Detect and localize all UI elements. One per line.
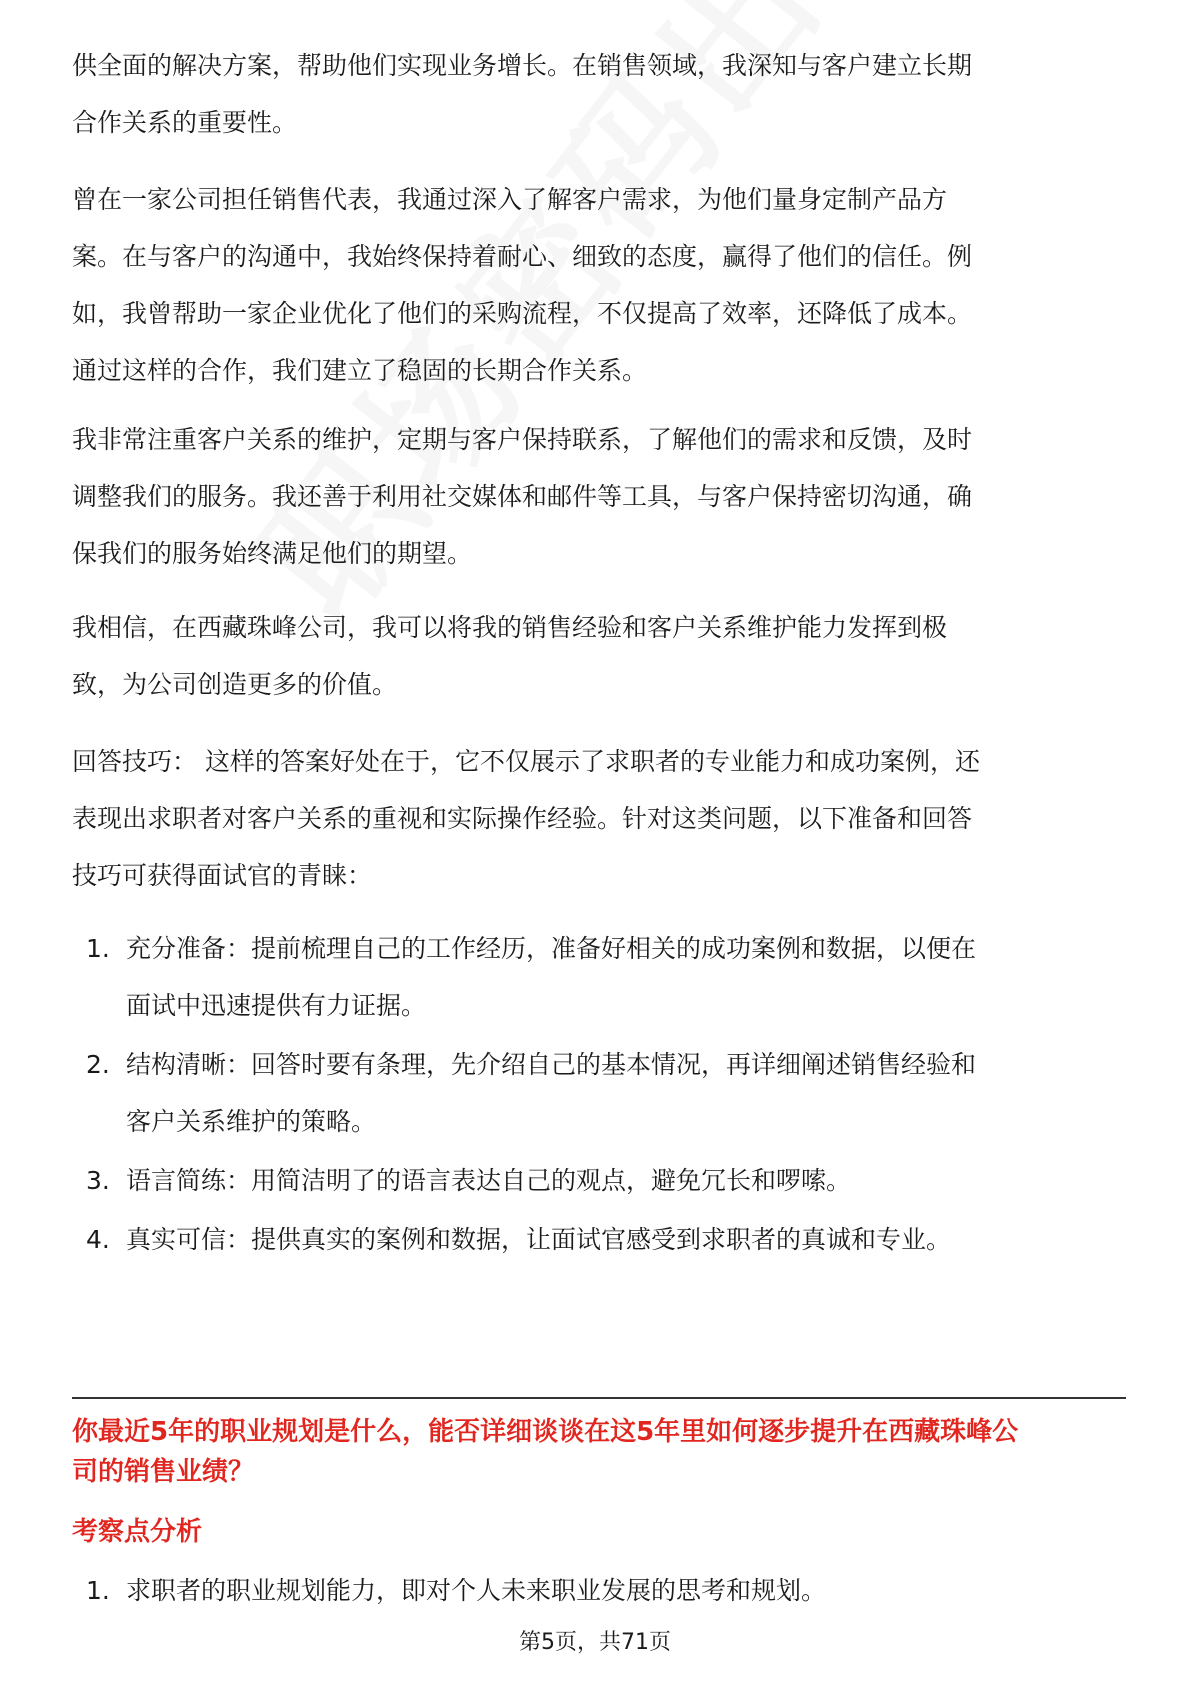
text-line: 如，我曾帮助一家企业优化了他们的采购流程，不仅提高了效率，还降低了成本。 bbox=[72, 299, 973, 328]
interview-question bbox=[72, 1412, 1132, 1492]
list-number: 3. bbox=[86, 1166, 110, 1195]
list-item bbox=[72, 1211, 1132, 1268]
paragraph-sales-rep bbox=[72, 171, 1132, 399]
text-line: 我非常注重客户关系的维护，定期与客户保持联系，了解他们的需求和反馈，及时 bbox=[72, 425, 973, 454]
list-item bbox=[72, 920, 1132, 1034]
text-line: 保我们的服务始终满足他们的期望。 bbox=[72, 539, 473, 568]
text-line: 客户关系维护的策略。 bbox=[126, 1107, 377, 1136]
text-line: 致，为公司创造更多的价值。 bbox=[72, 670, 398, 699]
text-line: 调整我们的服务。我还善于利用社交媒体和邮件等工具，与客户保持密切沟通，确 bbox=[72, 482, 973, 511]
list-item bbox=[72, 1152, 1132, 1209]
text-line: 供全面的解决方案，帮助他们实现业务增长。在销售领域，我深知与客户建立长期 bbox=[72, 51, 973, 80]
text-line: 通过这样的合作，我们建立了稳固的长期合作关系。 bbox=[72, 356, 648, 385]
text-line: 案。在与客户的沟通中，我始终保持着耐心、细致的态度，赢得了他们的信任。例 bbox=[72, 242, 973, 271]
paragraph-belief bbox=[72, 599, 1132, 713]
list-item bbox=[72, 1036, 1132, 1150]
list-number: 2. bbox=[86, 1050, 110, 1079]
text-line: 技巧可获得面试官的青睐： bbox=[72, 861, 373, 890]
text-line: 面试中迅速提供有力证据。 bbox=[126, 991, 427, 1020]
section-divider bbox=[72, 1397, 1126, 1399]
paragraph-customer-relations bbox=[72, 411, 1132, 582]
text-line: 合作关系的重要性。 bbox=[72, 108, 298, 137]
paragraph-solutions bbox=[72, 37, 1132, 151]
list-number: 1. bbox=[86, 934, 110, 963]
list-number: 4. bbox=[86, 1225, 110, 1254]
text-line: 表现出求职者对客户关系的重视和实际操作经验。针对这类问题，以下准备和回答 bbox=[72, 804, 973, 833]
list-number: 1. bbox=[86, 1576, 110, 1605]
text-line: 我相信，在西藏珠峰公司，我可以将我的销售经验和客户关系维护能力发挥到极 bbox=[72, 613, 948, 642]
text-line: 曾在一家公司担任销售代表，我通过深入了解客户需求，为他们量身定制产品方 bbox=[72, 185, 948, 214]
analysis-title: 考察点分析 bbox=[72, 1517, 203, 1547]
list-item bbox=[72, 1562, 1132, 1619]
text-line: 语言简练：用简洁明了的语言表达自己的观点，避免冗长和啰嗦。 bbox=[126, 1166, 852, 1195]
paragraph-answer-tips bbox=[72, 733, 1132, 904]
text-line: 结构清晰：回答时要有条理，先介绍自己的基本情况，再详细阐述销售经验和 bbox=[126, 1050, 977, 1079]
text-line: 求职者的职业规划能力，即对个人未来职业发展的思考和规划。 bbox=[126, 1576, 827, 1605]
text-line: 回答技巧： 这样的答案好处在于，它不仅展示了求职者的专业能力和成功案例，还 bbox=[72, 747, 980, 776]
text-line: 充分准备：提前梳理自己的工作经历，准备好相关的成功案例和数据，以便在 bbox=[126, 934, 977, 963]
page-footer: 第5页，共71页 bbox=[519, 1630, 671, 1655]
question-line: 司的销售业绩？ bbox=[72, 1457, 255, 1487]
analysis-list bbox=[72, 1562, 1132, 1619]
question-line: 你最近5年的职业规划是什么，能否详细谈谈在这5年里如何逐步提升在西藏珠峰公 bbox=[72, 1417, 1019, 1447]
tips-list bbox=[72, 920, 1132, 1268]
text-line: 真实可信：提供真实的案例和数据，让面试官感受到求职者的真诚和专业。 bbox=[126, 1225, 952, 1254]
